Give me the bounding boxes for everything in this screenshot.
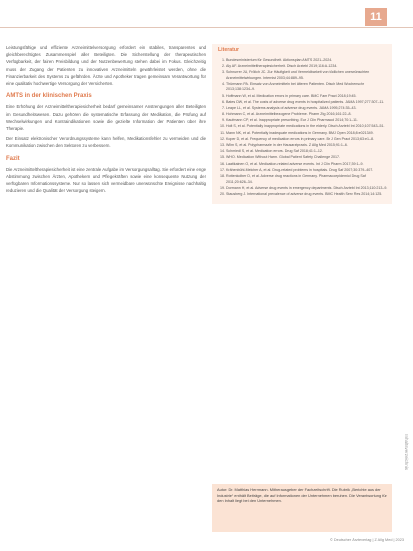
reference-item: 20. Stausberg J. International prevalence of adverse drug events. BMC Health Serv Res 2014;14:125. — [226, 192, 388, 198]
body-paragraph: Die Arzneimitteltherapiesicherheit ist eine zentrale Aufgabe im Versorgungsalltag. Sie erfordert eine enge Abstimmung zwischen Ärzten, Apothekern und Pflegekräften sowie eine konsequente Nutzung der verfügbaren Informationssysteme. Nur so lassen sich vermeidbare unerwünschte Ereignisse nachhaltig reduzieren und die Qualität der Versorgung steigern. — [6, 166, 206, 194]
side-label: Inhaltsverzeichnis — [404, 434, 409, 470]
page-footer: © Deutscher Ärzteverlag | Z Allg Med | 2023 — [330, 538, 404, 542]
reference-item: 14. Schmiedl S, et al. Medication errors. Drug Saf 2018;41:1–12. — [226, 149, 388, 155]
reference-item: 18. Rottenkolber D, et al. Adverse drug reactions in Germany. Pharmacoepidemiol Drug Saf 2011;20:626–34. — [226, 174, 388, 185]
page-header — [0, 0, 413, 27]
section-heading: Fazit — [6, 155, 20, 162]
reference-item: 12. Koper D, et al. Frequency of medication errors in primary care. Br J Gen Pract 2013;63:e1–8. — [226, 137, 388, 143]
reference-item: 16. Laatikainen O, et al. Medication-related adverse events. Int J Clin Pharm 2017;39:1–9. — [226, 162, 388, 168]
body-paragraph: Eine Erhöhung der Arzneimitteltherapiesicherheit bedarf gemeinsamer Anstrengungen aller Beteiligten im Gesundheitswesen. Dazu gehören die systematische Erfassung der Medikation, die Prüfung auf Wechselwirkungen und Kontraindikationen sowie die gezielte Information der Patienten über ihre Therapie. — [6, 104, 206, 132]
header-divider — [0, 27, 413, 28]
section-heading: AMTS in der klinischen Praxis — [6, 93, 92, 100]
reference-item: 4. Thürmann PA. Einsatz von Arzneimitteln bei älteren Patienten. Dtsch Med Wochenschr 2013;138:1234–9. — [226, 82, 388, 93]
reference-item: 2. Aly AF. Arzneimitteltherapiesicherheit. Dtsch Arztebl 2019;116:A-1234. — [226, 64, 388, 70]
references-heading: Literatur — [218, 47, 240, 53]
reference-item: 10. Holt S, et al. Potentially inappropriate medications in the elderly. Dtsch Arztebl Int 2010;107:543–51. — [226, 124, 388, 130]
reference-item: 13. Wilm S, et al. Polypharmazie in der Hausarztpraxis. Z Allg Med 2015;91:1–6. — [226, 143, 388, 149]
reference-item: 15. WHO. Medication Without Harm. Global Patient Safety Challenge 2017. — [226, 155, 388, 161]
reference-item: 3. Schnurrer JU, Frölich JC. Zur Häufigkeit und Vermeidbarkeit von tödlichen unerwünschten Arzneimittelwirkungen. Internist 2003;44:889–95. — [226, 70, 388, 81]
reference-item: 17. Krähenbühl-Melcher A, et al. Drug-related problems in hospitals. Drug Saf 2007;30:379–407. — [226, 168, 388, 174]
references-list — [218, 58, 388, 198]
reference-item: 8. Hohmann C, et al. Arzneimittelbezogene Probleme. Pharm Ztg 2016;161:22–8. — [226, 112, 388, 118]
author-info-box: Autor: Dr. Matthias Herrmann. Mitherausgeber der Fachzeitschrift. Die Rubrik „Berichte aus der Industrie“ enthält Beiträge, die auf Informationen der Unternehmen beruhen. Die Verantwortung für den Inhalt liegt bei den Unternehmen. — [212, 484, 392, 532]
reference-item: 5. Hoffmann W, et al. Medication errors in primary care. BMC Fam Pract 2018;19:45. — [226, 94, 388, 100]
references-box — [212, 44, 392, 204]
reference-item: 19. Dormann H, et al. Adverse drug events in emergency departments. Dtsch Arztebl Int 2013;110:213–9. — [226, 186, 388, 192]
page-number: 11 — [365, 8, 387, 26]
body-paragraph: Der Einsatz elektronischer Verordnungssysteme kann helfen, Medikationsfehler zu vermeiden und die Kommunikation zwischen den Sektoren zu verbessern. — [6, 136, 206, 149]
reference-item: 7. Leape LL, et al. Systems analysis of adverse drug events. JAMA 1995;274:35–43. — [226, 106, 388, 112]
body-paragraph: Leistungsfähige und effiziente Arzneimittelversorgung erfordert ein stabiles, transparentes und gleichberechtigtes Zusammenspiel aller Beteiligten. Die Sicherstellung der therapeutischen Verfügbarkeit, der fairen Preisbildung und der Nutzenbewertung stehen dabei im Fokus. Gleichzeitig muss der Zugang der Patienten zu innovativen Arzneimitteln gewährleistet werden, ohne die Finanzierbarkeit des Systems zu gefährden. Ärzte und Apotheker tragen gemeinsam Verantwortung für eine qualitativ hochwertige Versorgung der Versicherten. — [6, 45, 206, 87]
reference-item: 6. Bates DW, et al. The costs of adverse drug events in hospitalized patients. JAMA 1997;277:307–11. — [226, 100, 388, 106]
reference-item: 1. Bundesministerium für Gesundheit. Aktionsplan AMTS 2021–2024. — [226, 58, 388, 64]
reference-item: 9. Kaufmann CP, et al. Inappropriate prescribing. Eur J Clin Pharmacol 2014;70:1–11. — [226, 118, 388, 124]
main-text-column — [6, 44, 206, 198]
reference-item: 11. Mann NK, et al. Potentially inadequate medications in Germany. BMJ Open 2018;8:e021349. — [226, 131, 388, 137]
